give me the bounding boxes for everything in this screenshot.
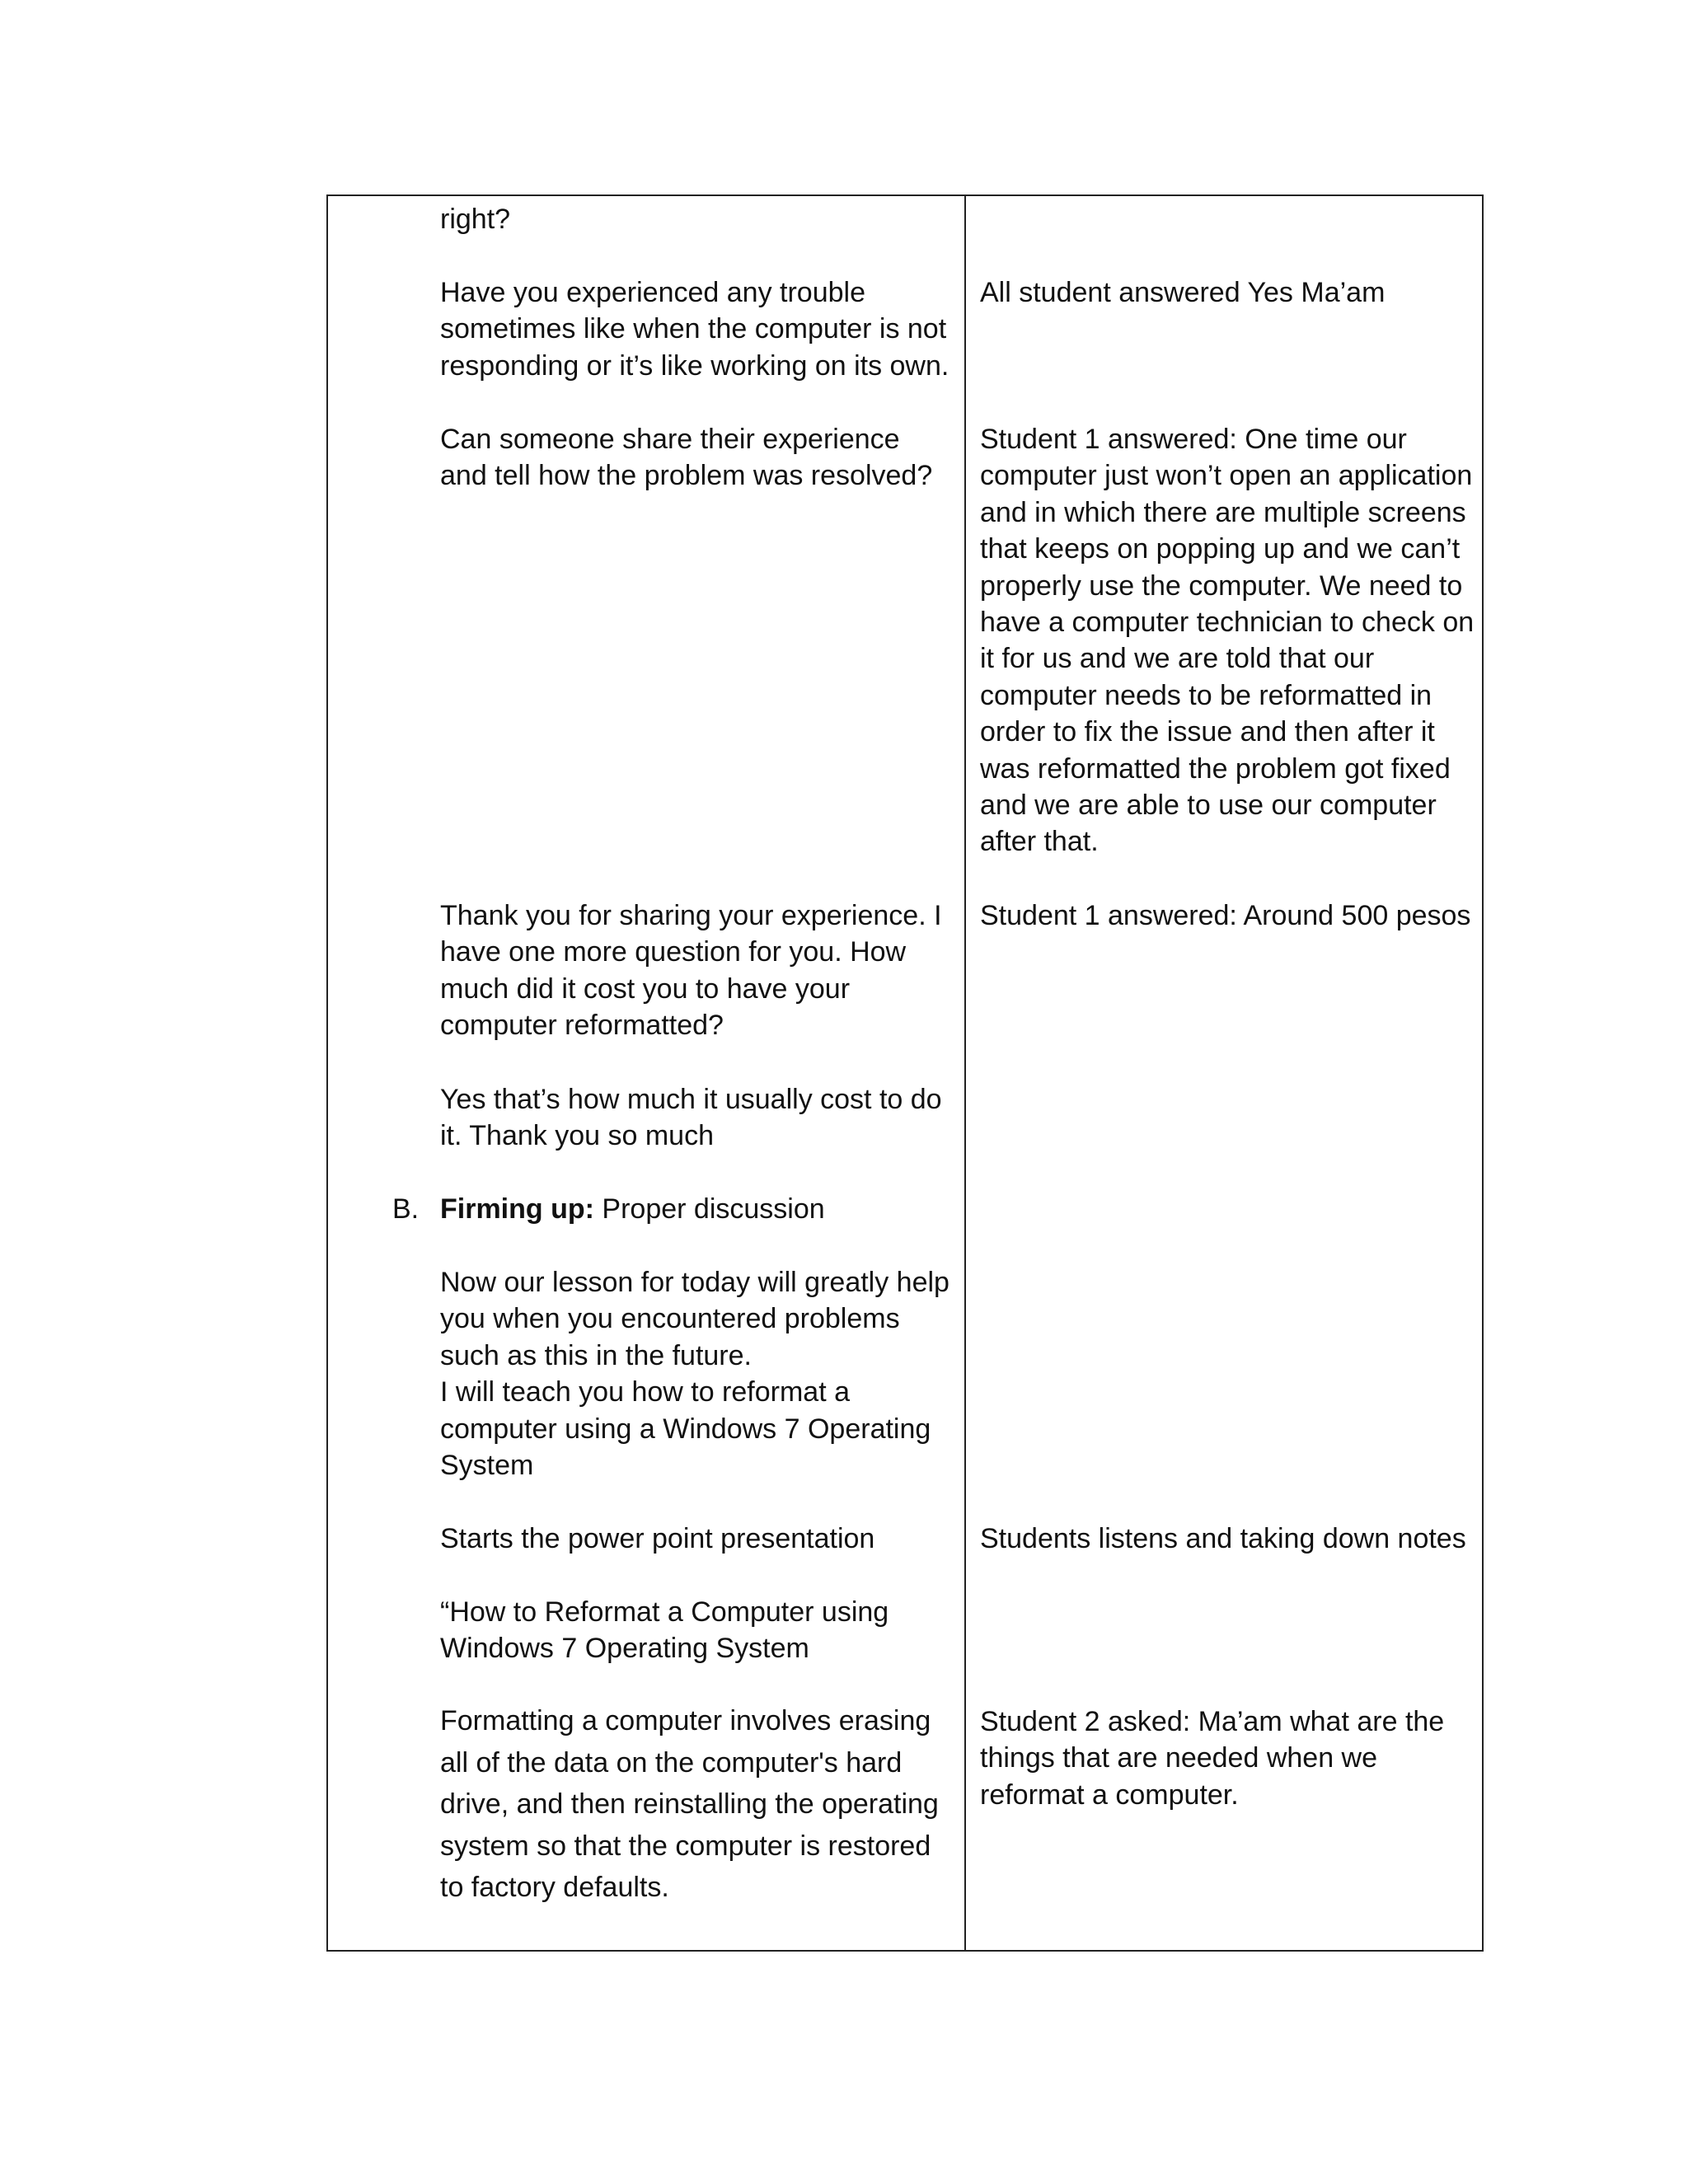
- section-label-rest: Proper discussion: [593, 1193, 825, 1225]
- teacher-question-cost: Thank you for sharing your experience. I have one more question for you. How much did it cost you to have your computer reformatted?: [440, 900, 942, 1042]
- student-2-question: Student 2 asked: Ma’am what are the things that are needed when we reformat a computer.: [980, 1706, 1445, 1811]
- student-1-cost: Student 1 answered: Around 500 pesos: [980, 900, 1471, 931]
- presentation-title: “How to Reformat a Computer using Windows 7 Operating System: [440, 1596, 889, 1665]
- column-divider: [964, 196, 966, 1950]
- teacher-question-share: Can someone share their experience and tell how the problem was resolved?: [440, 424, 933, 492]
- teacher-starts-presentation: Starts the power point presentation: [440, 1523, 875, 1554]
- lesson-plan-table: [326, 194, 1484, 1952]
- teacher-lesson-intro: Now our lesson for today will greatly help you when you encountered problems such as this in the future. I will teach you how to reformat a computer using a Windows 7 Operating System: [440, 1267, 950, 1482]
- students-listening: Students listens and taking down notes: [980, 1523, 1466, 1554]
- student-1-experience: Student 1 answered: One time our computer just won’t open an application and in which there are multiple screens that keeps on popping up and we can’t properly use the computer. We need to have a computer technician to check on it for us and we are told that our computer needs to be reformatted in order to fix the issue and then after it was reformatted the problem got fixed and we are able to use our computer after that.: [980, 424, 1475, 858]
- student-response-all: All student answered Yes Ma’am: [980, 277, 1386, 308]
- teacher-text-right: right?: [440, 204, 511, 235]
- section-heading-firming-up: [440, 1191, 951, 1227]
- section-marker-b: B.: [392, 1193, 420, 1225]
- formatting-definition: Formatting a computer involves erasing all of the data on the computer's hard drive, and then reinstalling the operating system so that the computer is restored to factory defaults.: [440, 1705, 939, 1904]
- section-label-firming-up: Firming up:: [440, 1193, 594, 1225]
- teacher-response-cost: Yes that’s how much it usually cost to do it. Thank you so much: [440, 1084, 942, 1152]
- teacher-question-trouble: Have you experienced any trouble sometimes like when the computer is not responding or it’s like working on its own.: [440, 277, 950, 382]
